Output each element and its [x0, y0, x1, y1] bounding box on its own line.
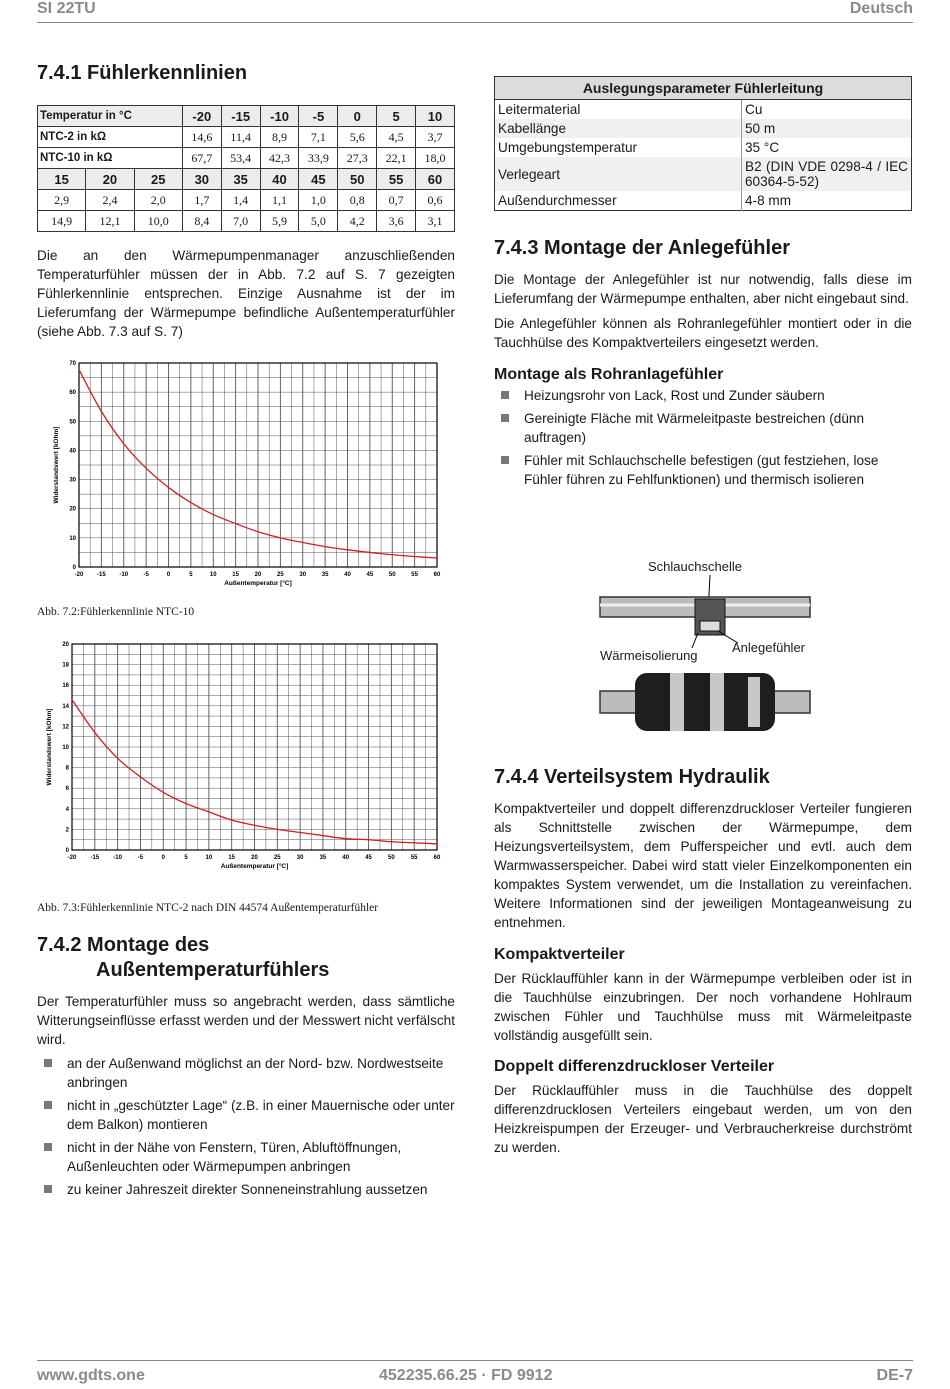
- section-743-p2: Die Anlegefühler können als Rohranlegefühler montiert oder in die Tauchhülse des Kompaktverteilers eingesetzt werden.: [494, 314, 912, 352]
- th-cell: 20: [86, 169, 134, 190]
- bullet-square-icon: [44, 1143, 52, 1151]
- th-cell: -15: [221, 106, 260, 127]
- cell: 53,4: [221, 148, 260, 169]
- list-item: [37, 1180, 455, 1199]
- section-742-title-line1: 7.4.2 Montage des: [37, 934, 455, 957]
- y-tick-label: 16: [62, 683, 69, 689]
- x-tick-label: 15: [228, 855, 235, 861]
- cell: 22,1: [377, 148, 416, 169]
- y-axis-label: Widerstandswert [kOhm]: [53, 427, 60, 504]
- cell: 7,1: [299, 127, 338, 148]
- x-tick-label: 35: [322, 572, 329, 578]
- x-tick-label: -10: [119, 572, 128, 578]
- cell: 2,0: [134, 190, 182, 211]
- x-tick-label: -20: [75, 572, 84, 578]
- label-insulation: Wärmeisolierung: [600, 648, 698, 663]
- y-tick-label: 18: [62, 663, 69, 669]
- cell: 7,0: [221, 211, 260, 232]
- bullet-text: an der Außenwand möglichst an der Nord- bzw. Nordwestseite anbringen: [67, 1056, 443, 1090]
- x-tick-label: 55: [411, 855, 418, 861]
- param-key: Verlegeart: [495, 157, 742, 191]
- cell: 14,6: [182, 127, 221, 148]
- x-tick-label: 20: [251, 855, 258, 861]
- th-cell: -10: [260, 106, 299, 127]
- x-tick-label: -5: [143, 572, 149, 578]
- cell: 42,3: [260, 148, 299, 169]
- y-tick-label: 12: [62, 724, 69, 730]
- page-footer: [37, 1360, 913, 1389]
- cell: 0,6: [416, 190, 455, 211]
- params-table: [494, 76, 912, 211]
- param-key: Leitermaterial: [495, 100, 742, 120]
- y-tick-label: 2: [66, 827, 70, 833]
- x-tick-label: 5: [184, 855, 188, 861]
- y-tick-label: 40: [69, 448, 76, 454]
- x-tick-label: 60: [434, 572, 441, 578]
- th-cell: 50: [338, 169, 377, 190]
- x-tick-label: 0: [162, 855, 166, 861]
- section-743-p1: Die Montage der Anlegefühler ist nur notwendig, falls diese im Lieferumfang der Wärmepumpe enthalten, aber nicht eingebaut sind.: [494, 270, 912, 308]
- section-744-p3: Der Rücklauffühler muss in die Tauchhülse des doppelt differenzdrucklosen Verteilers eingebaut werden, um von den Heizkreispumpen der Erzeuger- und Verbraucherkreise durchströmt zu werden.: [494, 1081, 912, 1157]
- bullet-square-icon: [44, 1059, 52, 1067]
- th-temp: Temperatur in °C: [38, 106, 183, 127]
- params-title: Auslegungsparameter Fühlerleitung: [495, 77, 912, 100]
- row-ntc2-label: NTC-2 in kΩ: [38, 127, 183, 148]
- x-axis-label: Außentemperatur [°C]: [221, 862, 289, 870]
- cell: 1,4: [221, 190, 260, 211]
- bullet-square-icon: [501, 456, 509, 464]
- x-tick-label: -10: [113, 855, 122, 861]
- x-tick-label: 5: [189, 572, 193, 578]
- x-tick-label: 45: [367, 572, 374, 578]
- bullet-text: nicht in „geschützter Lage“ (z.B. in einer Mauernische oder unter dem Balkon) montieren: [67, 1098, 455, 1132]
- bullet-text: Gereinigte Fläche mit Wärmeleitpaste bestreichen (dünn auftragen): [524, 411, 864, 445]
- y-tick-label: 50: [69, 419, 76, 425]
- cell: 8,4: [182, 211, 221, 232]
- th-cell: 30: [182, 169, 221, 190]
- bullet-text: Heizungsrohr von Lack, Rost und Zunder säubern: [524, 388, 825, 403]
- th-cell: 55: [377, 169, 416, 190]
- y-tick-label: 20: [62, 642, 69, 648]
- list-item: [494, 386, 912, 405]
- y-tick-label: 10: [69, 536, 76, 542]
- x-tick-label: 30: [297, 855, 304, 861]
- sensor-table: [37, 105, 455, 232]
- x-tick-label: 30: [299, 572, 306, 578]
- cell: 2,4: [86, 190, 134, 211]
- section-743-bullets: [494, 386, 912, 489]
- x-tick-label: 35: [320, 855, 327, 861]
- list-item: [37, 1054, 455, 1092]
- cell: 5,6: [338, 127, 377, 148]
- x-tick-label: -20: [68, 855, 77, 861]
- bullet-square-icon: [44, 1185, 52, 1193]
- x-tick-label: -5: [138, 855, 144, 861]
- y-tick-label: 60: [69, 390, 76, 396]
- section-744-p1: Kompaktverteiler und doppelt differenzdruckloser Verteiler fungieren als Schnittstelle zwischen der Wärmepumpe, dem Heizungsverteilsystem, dem Pufferspeicher und evtl. auch dem Warmwasserspeicher. Dabei wird statt vieler Einzelkomponenten ein kompaktes System verwendet, um die Installation zu vereinfachen. Weitere Informationen sind der jeweiligen Montageanweisung zu entnehmen.: [494, 799, 912, 932]
- pipe-sensor-figure: [590, 555, 830, 745]
- cell: 10,0: [134, 211, 182, 232]
- param-value: 50 m: [742, 119, 912, 138]
- cell: 12,1: [86, 211, 134, 232]
- x-tick-label: 50: [388, 855, 395, 861]
- bullet-text: zu keiner Jahreszeit direkter Sonneneinstrahlung aussetzen: [67, 1182, 427, 1197]
- chart-ntc10: [37, 355, 455, 595]
- y-tick-label: 70: [69, 361, 76, 367]
- bullet-text: Fühler mit Schlauchschelle befestigen (gut festziehen, lose Fühler führen zu Fehlfunktionen) und thermisch isolieren: [524, 453, 878, 487]
- section-741-paragraph: Die an den Wärmepumpenmanager anzuschließenden Temperaturfühler müssen der in Abb. 7.2 auf S. 7 gezeigten Fühlerkennlinie entsprechen. Einzige Ausnahme ist der im Lieferumfang der Wärmepumpe befindliche Außentemperaturfühler (siehe Abb. 7.3 auf S. 7): [37, 246, 455, 341]
- caption-fig-7-3: Abb. 7.3:Fühlerkennlinie NTC-2 nach DIN 44574 Außentemperaturfühler: [37, 902, 378, 914]
- y-tick-label: 6: [66, 786, 70, 792]
- section-744-sub2: Doppelt differenzdruckloser Verteiler: [494, 1058, 912, 1076]
- x-tick-label: 60: [434, 855, 441, 861]
- x-tick-label: 25: [277, 572, 284, 578]
- section-742-paragraph: Der Temperaturfühler muss so angebracht werden, dass sämtliche Witterungseinflüsse erfasst werden und der Messwert nicht verfälscht wird.: [37, 992, 455, 1049]
- section-742: [37, 934, 455, 1203]
- section-744: [494, 766, 912, 1157]
- x-tick-label: 15: [232, 572, 239, 578]
- cell: 14,9: [38, 211, 86, 232]
- label-clamp: Schlauchschelle: [648, 559, 742, 574]
- th-cell: 35: [221, 169, 260, 190]
- footer-website: www.gdts.one: [37, 1367, 145, 1385]
- chart-ntc2: [37, 638, 455, 878]
- section-743-subtitle: Montage als Rohranlagefühler: [494, 366, 912, 384]
- param-value: Cu: [742, 100, 912, 120]
- th-cell: 5: [377, 106, 416, 127]
- x-tick-label: 10: [206, 855, 213, 861]
- header-model: SI 22TU: [37, 0, 96, 18]
- left-column: [37, 62, 455, 341]
- cell: 0,7: [377, 190, 416, 211]
- y-axis-label: Widerstandswert [kOhm]: [46, 709, 53, 786]
- caption-fig-7-2: Abb. 7.2:Fühlerkennlinie NTC-10: [37, 606, 194, 618]
- cell: 5,9: [260, 211, 299, 232]
- cell: 1,7: [182, 190, 221, 211]
- cell: 5,0: [299, 211, 338, 232]
- x-axis-label: Außentemperatur [°C]: [224, 579, 292, 587]
- th-cell: 60: [416, 169, 455, 190]
- row-ntc10-label: NTC-10 in kΩ: [38, 148, 183, 169]
- page-header: [37, 0, 913, 23]
- x-tick-label: 25: [274, 855, 281, 861]
- th-cell: 10: [416, 106, 455, 127]
- y-tick-label: 8: [66, 766, 70, 772]
- section-743-title: 7.4.3 Montage der Anlegefühler: [494, 237, 912, 260]
- list-item: [494, 409, 912, 447]
- th-cell: 25: [134, 169, 182, 190]
- param-value: 35 °C: [742, 138, 912, 157]
- bullet-square-icon: [501, 391, 509, 399]
- x-tick-label: 55: [411, 572, 418, 578]
- y-tick-label: 4: [66, 807, 70, 813]
- th-cell: -20: [182, 106, 221, 127]
- cell: 0,8: [338, 190, 377, 211]
- param-value: B2 (DIN VDE 0298-4 / IEC 60364-5-52): [742, 157, 912, 191]
- cell: 8,9: [260, 127, 299, 148]
- y-tick-label: 14: [62, 704, 69, 710]
- bullet-square-icon: [501, 414, 509, 422]
- cell: 2,9: [38, 190, 86, 211]
- cell: 18,0: [416, 148, 455, 169]
- list-item: [37, 1096, 455, 1134]
- right-column: [494, 76, 912, 493]
- th-cell: 15: [38, 169, 86, 190]
- label-sensor: Anlegefühler: [732, 640, 805, 655]
- x-tick-label: 50: [389, 572, 396, 578]
- x-tick-label: 0: [167, 572, 171, 578]
- th-cell: 40: [260, 169, 299, 190]
- x-tick-label: 20: [255, 572, 262, 578]
- section-744-p2: Der Rücklauffühler kann in der Wärmepumpe verbleiben oder ist in die Tauchhülse einzubringen. Der noch vorhandene Hohlraum zwischen Fühler und Tauchhülse muss mit Wärmeleitpaste vollständig ausgefüllt sein.: [494, 969, 912, 1045]
- section-744-sub1: Kompaktverteiler: [494, 946, 912, 964]
- x-tick-label: -15: [97, 572, 106, 578]
- cell: 3,6: [377, 211, 416, 232]
- section-742-bullets: [37, 1054, 455, 1199]
- x-tick-label: 45: [365, 855, 372, 861]
- th-cell: -5: [299, 106, 338, 127]
- param-key: Kabellänge: [495, 119, 742, 138]
- header-language: Deutsch: [850, 0, 913, 18]
- x-tick-label: -15: [90, 855, 99, 861]
- cell: 67,7: [182, 148, 221, 169]
- x-tick-label: 10: [210, 572, 217, 578]
- cell: 4,5: [377, 127, 416, 148]
- x-tick-label: 40: [342, 855, 349, 861]
- cell: 11,4: [221, 127, 260, 148]
- list-item: [494, 451, 912, 489]
- param-key: Umgebungstemperatur: [495, 138, 742, 157]
- y-tick-label: 0: [73, 565, 77, 571]
- section-742-title-line2: Außentemperaturfühlers: [37, 959, 455, 982]
- section-741-title: 7.4.1 Fühlerkennlinien: [37, 62, 455, 85]
- bullet-text: nicht in der Nähe von Fenstern, Türen, Abluftöffnungen, Außenleuchten oder Wärmepumpen anbringen: [67, 1140, 401, 1174]
- x-tick-label: 40: [344, 572, 351, 578]
- footer-page: DE-7: [877, 1367, 913, 1385]
- th-cell: 45: [299, 169, 338, 190]
- y-tick-label: 0: [66, 848, 70, 854]
- param-key: Außendurchmesser: [495, 191, 742, 211]
- cell: 33,9: [299, 148, 338, 169]
- y-tick-label: 30: [69, 478, 76, 484]
- cell: 27,3: [338, 148, 377, 169]
- y-tick-label: 20: [69, 507, 76, 513]
- cell: 4,2: [338, 211, 377, 232]
- y-tick-label: 10: [62, 745, 69, 751]
- cell: 1,1: [260, 190, 299, 211]
- footer-docnumber: 452235.66.25 · FD 9912: [379, 1367, 552, 1385]
- cell: 1,0: [299, 190, 338, 211]
- list-item: [37, 1138, 455, 1176]
- bullet-square-icon: [44, 1101, 52, 1109]
- cell: 3,1: [416, 211, 455, 232]
- cell: 3,7: [416, 127, 455, 148]
- param-value: 4-8 mm: [742, 191, 912, 211]
- th-cell: 0: [338, 106, 377, 127]
- section-744-title: 7.4.4 Verteilsystem Hydraulik: [494, 766, 912, 789]
